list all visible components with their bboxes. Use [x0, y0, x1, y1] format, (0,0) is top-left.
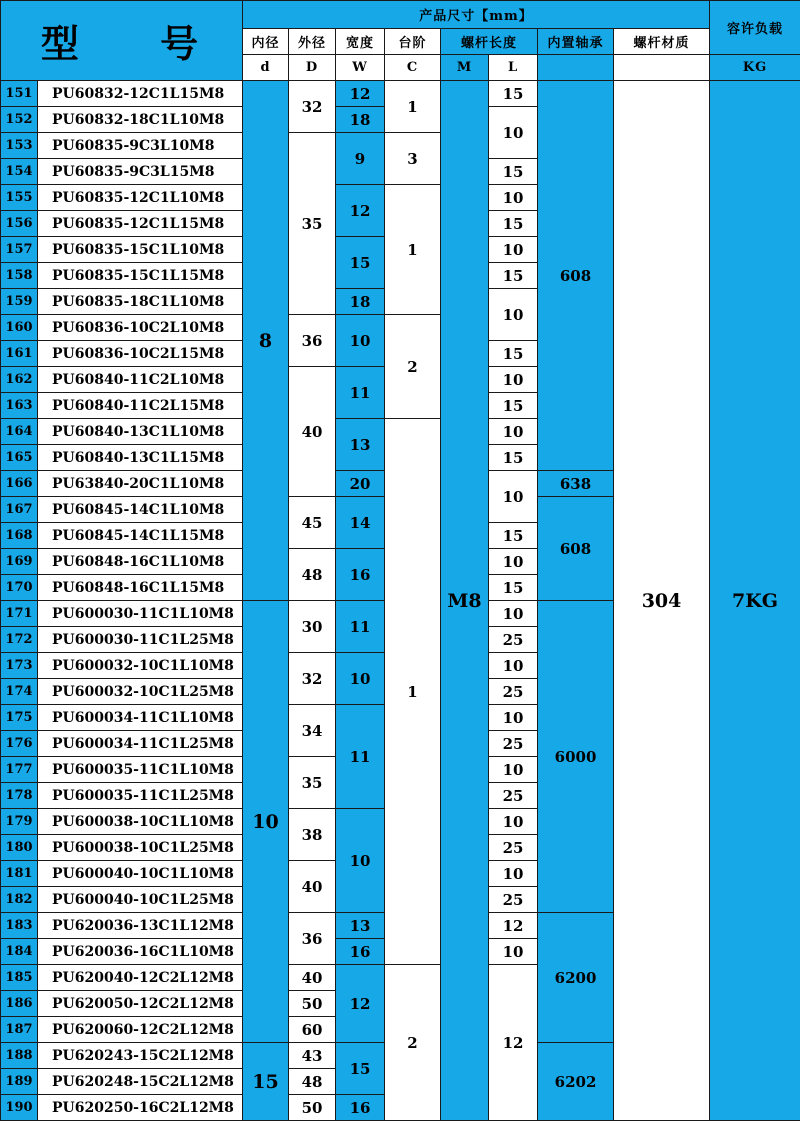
outer-diameter-cell: 40: [289, 861, 336, 913]
outer-diameter-cell: 48: [289, 549, 336, 601]
model-cell: PU60840-11C2L15M8: [38, 393, 243, 419]
row-number: 181: [1, 861, 38, 887]
screw-length-cell: 25: [489, 835, 538, 861]
screw-length-cell: 10: [489, 237, 538, 263]
screw-length-cell: 10: [489, 549, 538, 575]
row-number: 190: [1, 1095, 38, 1121]
model-cell: PU60835-12C1L15M8: [38, 211, 243, 237]
model-cell: PU600040-10C1L10M8: [38, 861, 243, 887]
outer-diameter-cell: 50: [289, 1095, 336, 1121]
model-cell: PU60835-18C1L10M8: [38, 289, 243, 315]
row-number: 165: [1, 445, 38, 471]
model-cell: PU60840-13C1L15M8: [38, 445, 243, 471]
row-number: 152: [1, 107, 38, 133]
model-cell: PU600034-11C1L10M8: [38, 705, 243, 731]
width-cell: 16: [336, 1095, 385, 1121]
row-number: 153: [1, 133, 38, 159]
width-cell: 11: [336, 367, 385, 419]
model-cell: PU60848-16C1L15M8: [38, 575, 243, 601]
outer-diameter-cell: 43: [289, 1043, 336, 1069]
col-symbol-bearing: [538, 55, 614, 81]
screw-length-cell: 10: [489, 653, 538, 679]
width-cell: 14: [336, 497, 385, 549]
col-symbol-L: L: [489, 55, 538, 81]
outer-diameter-cell: 35: [289, 757, 336, 809]
col-symbol-load: KG: [710, 55, 800, 81]
col-label-screw-length: 螺杆长度: [441, 29, 538, 55]
row-number: 171: [1, 601, 38, 627]
screw-length-cell: 15: [489, 263, 538, 289]
screw-length-cell: 25: [489, 627, 538, 653]
screw-length-cell: 10: [489, 289, 538, 341]
bearing-cell: 6200: [538, 913, 614, 1043]
model-cell: PU60845-14C1L15M8: [38, 523, 243, 549]
outer-diameter-cell: 32: [289, 81, 336, 133]
col-symbol-M: M: [441, 55, 489, 81]
model-cell: PU600034-11C1L25M8: [38, 731, 243, 757]
col-symbol-C: C: [385, 55, 441, 81]
model-cell: PU620036-16C1L10M8: [38, 939, 243, 965]
outer-diameter-cell: 40: [289, 367, 336, 497]
screw-length-cell: 12: [489, 965, 538, 1121]
screw-length-cell: 15: [489, 523, 538, 549]
inner-diameter-cell: 10: [243, 601, 289, 1043]
outer-diameter-cell: 48: [289, 1069, 336, 1095]
model-cell: PU600030-11C1L25M8: [38, 627, 243, 653]
row-number: 159: [1, 289, 38, 315]
col-label-inner-diameter: 内径: [243, 29, 289, 55]
screw-length-cell: 15: [489, 159, 538, 185]
bearing-cell: 6202: [538, 1043, 614, 1121]
model-cell: PU600038-10C1L25M8: [38, 835, 243, 861]
model-cell: PU60835-15C1L15M8: [38, 263, 243, 289]
model-cell: PU60832-12C1L15M8: [38, 81, 243, 107]
model-cell: PU600032-10C1L10M8: [38, 653, 243, 679]
width-cell: 11: [336, 705, 385, 809]
width-cell: 9: [336, 133, 385, 185]
width-cell: 16: [336, 939, 385, 965]
screw-length-cell: 10: [489, 757, 538, 783]
row-number: 166: [1, 471, 38, 497]
col-symbol-d: d: [243, 55, 289, 81]
dimensions-title: 产品尺寸【mm】: [243, 1, 710, 29]
width-cell: 20: [336, 471, 385, 497]
inner-diameter-cell: 8: [243, 81, 289, 601]
width-cell: 11: [336, 601, 385, 653]
row-number: 186: [1, 991, 38, 1017]
screw-length-cell: 10: [489, 939, 538, 965]
model-cell: PU600038-10C1L10M8: [38, 809, 243, 835]
row-number: 178: [1, 783, 38, 809]
col-label-step: 台阶: [385, 29, 441, 55]
outer-diameter-cell: 35: [289, 133, 336, 315]
material-cell: 304: [614, 81, 710, 1121]
col-symbol-D: D: [289, 55, 336, 81]
row-number: 177: [1, 757, 38, 783]
col-label-width: 宽度: [336, 29, 385, 55]
row-number: 187: [1, 1017, 38, 1043]
step-cell: 1: [385, 81, 441, 133]
row-number: 175: [1, 705, 38, 731]
outer-diameter-cell: 40: [289, 965, 336, 991]
model-cell: PU600035-11C1L25M8: [38, 783, 243, 809]
model-cell: PU60848-16C1L10M8: [38, 549, 243, 575]
model-cell: PU620248-15C2L12M8: [38, 1069, 243, 1095]
model-cell: PU620050-12C2L12M8: [38, 991, 243, 1017]
width-cell: 12: [336, 185, 385, 237]
row-number: 160: [1, 315, 38, 341]
step-cell: 2: [385, 315, 441, 419]
row-number: 164: [1, 419, 38, 445]
row-number: 180: [1, 835, 38, 861]
row-number: 188: [1, 1043, 38, 1069]
row-number: 154: [1, 159, 38, 185]
row-number: 162: [1, 367, 38, 393]
header-row-1: [1, 1, 800, 29]
model-cell: PU620036-13C1L12M8: [38, 913, 243, 939]
screw-length-cell: 25: [489, 731, 538, 757]
outer-diameter-cell: 38: [289, 809, 336, 861]
screw-length-cell: 12: [489, 913, 538, 939]
screw-length-cell: 10: [489, 419, 538, 445]
width-cell: 15: [336, 1043, 385, 1095]
col-symbol-W: W: [336, 55, 385, 81]
width-cell: 12: [336, 965, 385, 1043]
step-cell: 1: [385, 419, 441, 965]
model-cell: PU600030-11C1L10M8: [38, 601, 243, 627]
screw-length-cell: 10: [489, 601, 538, 627]
model-cell: PU60836-10C2L10M8: [38, 315, 243, 341]
width-cell: 10: [336, 809, 385, 913]
row-number: 158: [1, 263, 38, 289]
row-number: 151: [1, 81, 38, 107]
width-cell: 16: [336, 549, 385, 601]
width-cell: 13: [336, 419, 385, 471]
outer-diameter-cell: 45: [289, 497, 336, 549]
row-number: 179: [1, 809, 38, 835]
model-cell: PU600040-10C1L25M8: [38, 887, 243, 913]
screw-length-cell: 25: [489, 679, 538, 705]
row-number: 156: [1, 211, 38, 237]
row-number: 155: [1, 185, 38, 211]
row-number: 189: [1, 1069, 38, 1095]
model-cell: PU620060-12C2L12M8: [38, 1017, 243, 1043]
screw-length-cell: 10: [489, 367, 538, 393]
model-cell: PU63840-20C1L10M8: [38, 471, 243, 497]
model-cell: PU60835-9C3L10M8: [38, 133, 243, 159]
model-cell: PU60840-11C2L10M8: [38, 367, 243, 393]
outer-diameter-cell: 36: [289, 315, 336, 367]
row-number: 163: [1, 393, 38, 419]
row-number: 183: [1, 913, 38, 939]
width-cell: 10: [336, 653, 385, 705]
width-cell: 13: [336, 913, 385, 939]
row-number: 174: [1, 679, 38, 705]
row-number: 167: [1, 497, 38, 523]
screw-length-cell: 10: [489, 705, 538, 731]
model-title: 型 号: [1, 1, 243, 81]
model-cell: PU60835-15C1L10M8: [38, 237, 243, 263]
model-cell: PU620243-15C2L12M8: [38, 1043, 243, 1069]
model-cell: PU600032-10C1L25M8: [38, 679, 243, 705]
model-cell: PU60836-10C2L15M8: [38, 341, 243, 367]
outer-diameter-cell: 32: [289, 653, 336, 705]
row-number: 168: [1, 523, 38, 549]
screw-length-cell: 25: [489, 783, 538, 809]
screw-length-cell: 10: [489, 107, 538, 159]
bearing-cell: 638: [538, 471, 614, 497]
row-number: 176: [1, 731, 38, 757]
table-row: [1, 81, 800, 107]
screw-length-cell: 15: [489, 393, 538, 419]
width-cell: 12: [336, 81, 385, 107]
screw-length-cell: 10: [489, 471, 538, 523]
col-label-outer-diameter: 外径: [289, 29, 336, 55]
step-cell: 2: [385, 965, 441, 1121]
step-cell: 3: [385, 133, 441, 185]
model-cell: PU60835-9C3L15M8: [38, 159, 243, 185]
screw-length-cell: 15: [489, 81, 538, 107]
load-cell: 7KG: [710, 81, 800, 1121]
outer-diameter-cell: 30: [289, 601, 336, 653]
row-number: 161: [1, 341, 38, 367]
screw-length-cell: 15: [489, 211, 538, 237]
outer-diameter-cell: 36: [289, 913, 336, 965]
screw-length-cell: 15: [489, 575, 538, 601]
row-number: 185: [1, 965, 38, 991]
row-number: 157: [1, 237, 38, 263]
col-label-screw-material: 螺杆材质: [614, 29, 710, 55]
model-cell: PU600035-11C1L10M8: [38, 757, 243, 783]
model-cell: PU60845-14C1L10M8: [38, 497, 243, 523]
col-symbol-material: [614, 55, 710, 81]
row-number: 173: [1, 653, 38, 679]
model-cell: PU60835-12C1L10M8: [38, 185, 243, 211]
screw-length-cell: 15: [489, 445, 538, 471]
step-cell: 1: [385, 185, 441, 315]
width-cell: 15: [336, 237, 385, 289]
model-cell: PU60832-18C1L10M8: [38, 107, 243, 133]
row-number: 170: [1, 575, 38, 601]
width-cell: 18: [336, 289, 385, 315]
screw-length-cell: 10: [489, 861, 538, 887]
bearing-cell: 608: [538, 497, 614, 601]
row-number: 169: [1, 549, 38, 575]
width-cell: 10: [336, 315, 385, 367]
screw-length-cell: 10: [489, 185, 538, 211]
row-number: 182: [1, 887, 38, 913]
bearing-cell: 608: [538, 81, 614, 471]
inner-diameter-cell: 15: [243, 1043, 289, 1121]
outer-diameter-cell: 50: [289, 991, 336, 1017]
row-number: 184: [1, 939, 38, 965]
model-cell: PU620040-12C2L12M8: [38, 965, 243, 991]
col-label-bearing: 内置轴承: [538, 29, 614, 55]
outer-diameter-cell: 60: [289, 1017, 336, 1043]
model-cell: PU620250-16C2L12M8: [38, 1095, 243, 1121]
outer-diameter-cell: 34: [289, 705, 336, 757]
bearing-cell: 6000: [538, 601, 614, 913]
load-title: 容许负载: [710, 1, 800, 55]
screw-length-cell: 10: [489, 809, 538, 835]
width-cell: 18: [336, 107, 385, 133]
thread-cell: M8: [441, 81, 489, 1121]
model-cell: PU60840-13C1L10M8: [38, 419, 243, 445]
screw-length-cell: 25: [489, 887, 538, 913]
row-number: 172: [1, 627, 38, 653]
screw-length-cell: 15: [489, 341, 538, 367]
